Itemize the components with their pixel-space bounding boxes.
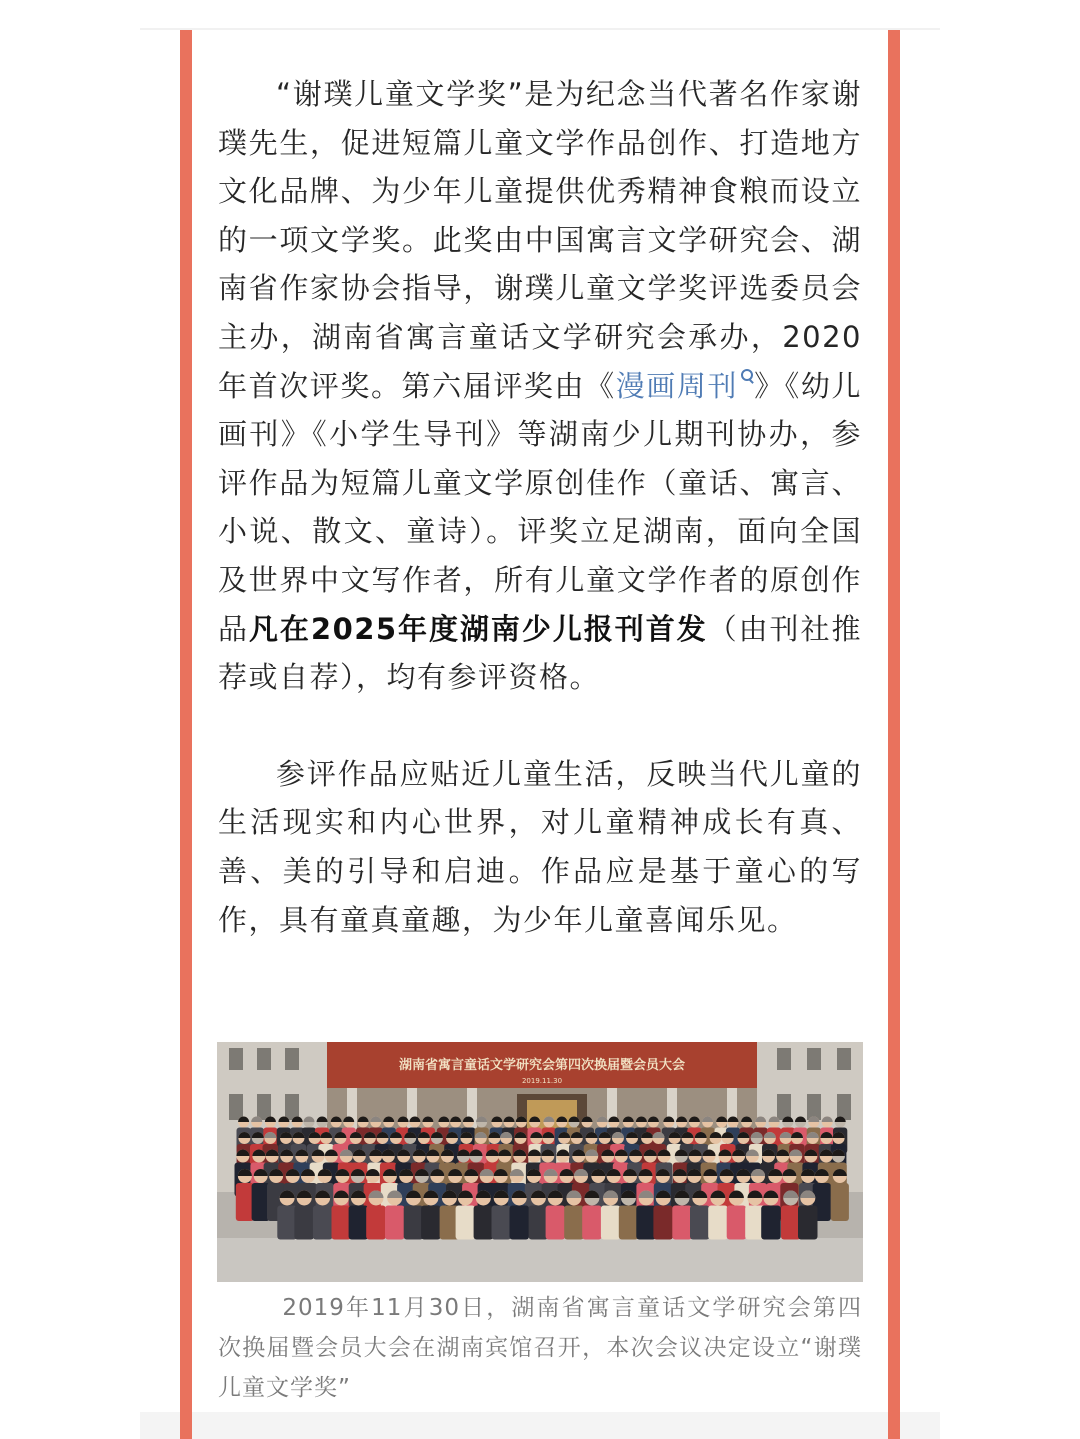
left-decorative-border bbox=[180, 30, 192, 1439]
person-body bbox=[781, 1206, 801, 1240]
person-body bbox=[236, 1183, 254, 1221]
card-bottom-edge bbox=[140, 1412, 940, 1439]
article-body bbox=[218, 70, 862, 944]
person-body bbox=[601, 1206, 621, 1240]
left-margin bbox=[0, 0, 140, 1439]
person-body bbox=[798, 1206, 818, 1240]
person-body bbox=[546, 1206, 566, 1240]
person-body bbox=[294, 1206, 314, 1240]
person-body bbox=[672, 1206, 692, 1240]
manhua-weekly-link-text[interactable]: 漫画周刊 bbox=[615, 368, 739, 403]
banner-title: 湖南省寓言童话文学研究会第四次换届暨会员大会 bbox=[398, 1058, 686, 1073]
person-body bbox=[653, 1206, 673, 1240]
person-body bbox=[690, 1206, 710, 1240]
person-body bbox=[727, 1206, 747, 1240]
person-body bbox=[349, 1206, 369, 1240]
card-top-edge bbox=[140, 28, 940, 30]
search-icon[interactable] bbox=[740, 368, 754, 386]
person-body bbox=[385, 1206, 405, 1240]
right-decorative-border bbox=[888, 30, 900, 1439]
crowd bbox=[235, 1117, 849, 1240]
person-body bbox=[761, 1206, 781, 1240]
person-body bbox=[421, 1206, 441, 1240]
person-body bbox=[636, 1206, 656, 1240]
paragraph1-text-b: 》《幼儿画刊》《小学生导刊》等湖南少儿期刊协办，参评作品为短篇儿童文学原创佳作（童话、寓言、小说、散文、童诗）。评奖立足湖南，面向全国及世界中文写作者，所有儿童文学作者的原创作品 bbox=[218, 368, 862, 646]
photo-caption: 2019年11月30日，湖南省寓言童话文学研究会第四次换届暨会员大会在湖南宾馆召开，本次会议决定设立“谢璞儿童文学奖” bbox=[218, 1295, 862, 1401]
person-body bbox=[474, 1206, 494, 1240]
eligibility-emphasis: 凡在2025年度湖南少儿报刊首发 bbox=[248, 611, 708, 646]
right-margin bbox=[940, 0, 1080, 1439]
person-body bbox=[366, 1206, 386, 1240]
person-body bbox=[529, 1206, 549, 1240]
person-body bbox=[564, 1206, 584, 1240]
paragraph1-text-c: （由刊社推荐或自荐），均有参评资格。 bbox=[218, 611, 862, 695]
person-body bbox=[456, 1206, 476, 1240]
person-body bbox=[404, 1206, 424, 1240]
person-body bbox=[492, 1206, 512, 1240]
banner-date: 2019.11.30 bbox=[521, 1077, 563, 1085]
person-body bbox=[510, 1206, 530, 1240]
paragraph-award-intro bbox=[218, 70, 862, 702]
person-body bbox=[313, 1206, 333, 1240]
person-body bbox=[277, 1206, 297, 1240]
person-body bbox=[831, 1183, 849, 1221]
group-photo-image bbox=[217, 1042, 863, 1282]
paragraph1-text-a: “谢璞儿童文学奖”是为纪念当代著名作家谢璞先生，促进短篇儿童文学作品创作、打造地方文化品牌、为少年儿童提供优秀精神食粮而设立的一项文学奖。此奖由中国寓言文学研究会、湖南省作家协会指导，谢璞儿童文学奖评选委员会主办，湖南省寓言童话文学研究会承办，2020年首次评奖。第六届评奖由《 bbox=[218, 77, 862, 403]
person-body bbox=[582, 1206, 602, 1240]
group-photo bbox=[217, 1042, 863, 1282]
manhua-weekly-link[interactable] bbox=[616, 369, 754, 403]
person-body bbox=[619, 1206, 639, 1240]
person-body bbox=[332, 1206, 352, 1240]
person-body bbox=[708, 1206, 728, 1240]
paragraph-work-requirements: 参评作品应贴近儿童生活，反映当代儿童的生活现实和内心世界，对儿童精神成长有真、善、美的引导和启迪。作品应是基于童心的写作，具有童真童趣，为少年儿童喜闻乐见。 bbox=[218, 756, 862, 937]
